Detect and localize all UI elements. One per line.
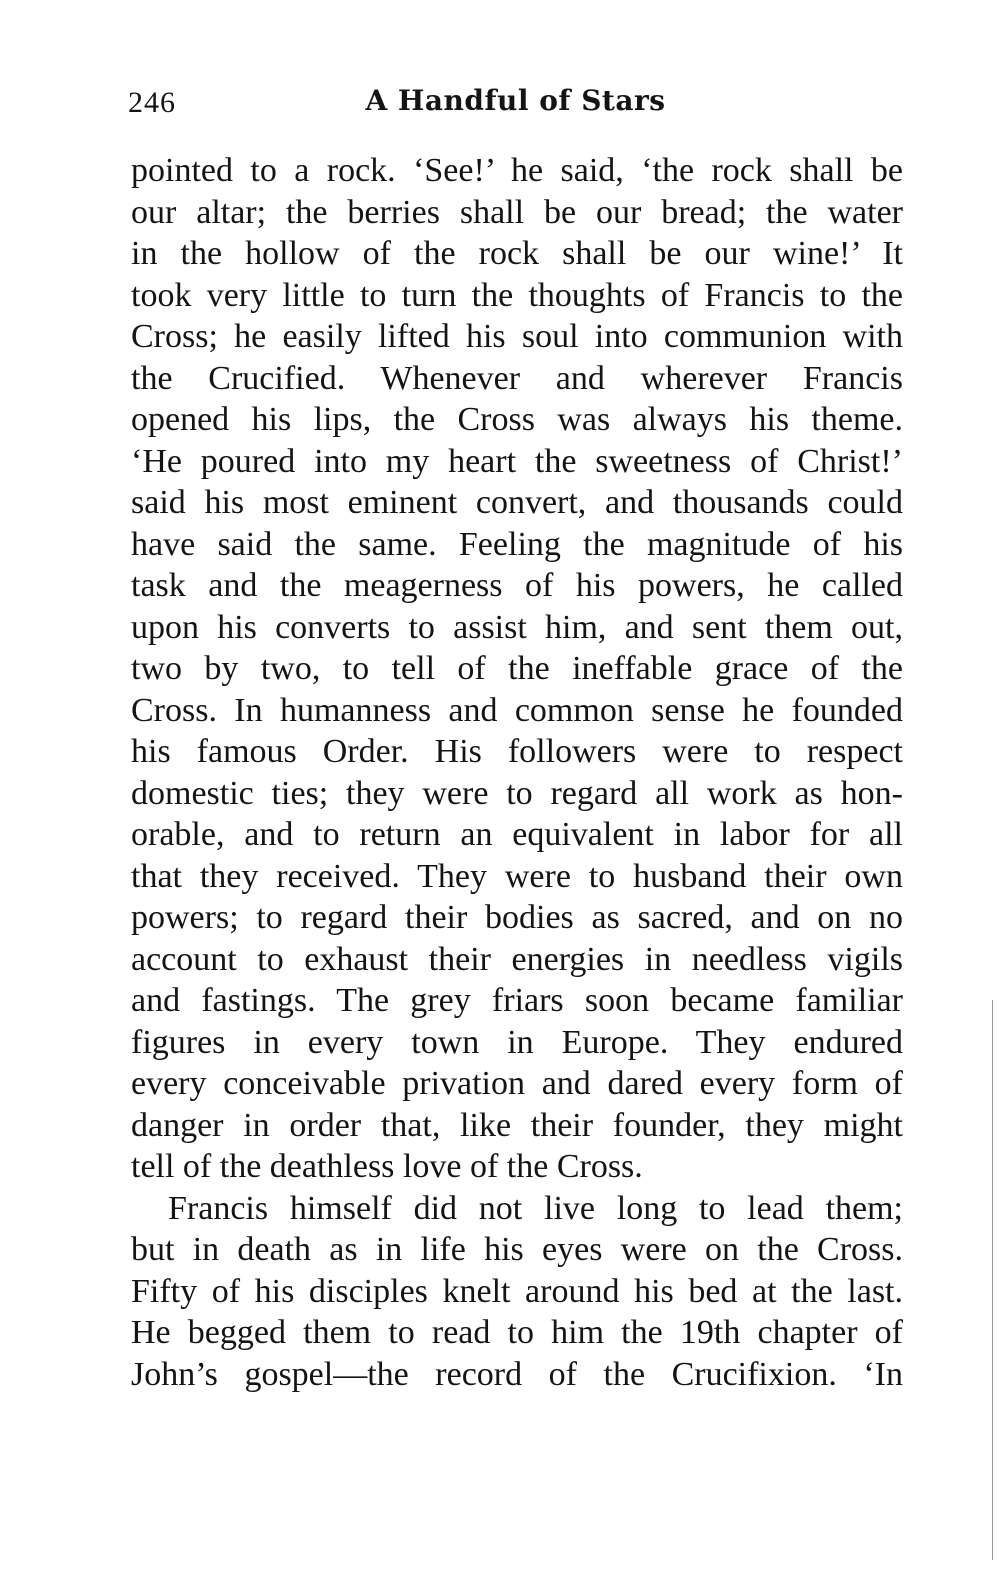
text-line: that they received. They were to husband their own bbox=[131, 857, 903, 895]
text-line: task and the meagerness of his powers, he called bbox=[131, 567, 903, 604]
text-line: He begged them to read to him the 19th chapter of bbox=[131, 1314, 903, 1351]
paragraph-start-line: Francis himself did not live long to lead them; bbox=[168, 1189, 903, 1227]
body-text bbox=[131, 150, 903, 1395]
text-line: opened his lips, the Cross was always his theme. bbox=[131, 401, 903, 438]
scan-edge-marks bbox=[970, 0, 1000, 1578]
text-line: said his most eminent convert, and thousands could bbox=[131, 484, 903, 521]
text-line: our altar; the berries shall be our bread; the water bbox=[131, 193, 903, 231]
text-line: John’s gospel—the record of the Crucifixion. ‘In bbox=[131, 1355, 903, 1393]
paragraph-end-line: tell of the deathless love of the Cross. bbox=[131, 1148, 643, 1185]
running-header bbox=[128, 80, 903, 128]
text-line: the Crucified. Whenever and wherever Francis bbox=[131, 359, 903, 397]
text-line: his famous Order. His followers were to respect bbox=[131, 733, 903, 770]
text-line: domestic ties; they were to regard all work as hon- bbox=[131, 774, 903, 812]
text-line: and fastings. The grey friars soon became familiar bbox=[131, 982, 903, 1019]
text-line: but in death as in life his eyes were on the Cross. bbox=[131, 1231, 903, 1268]
text-line: pointed to a rock. ‘See!’ he said, ‘the rock shall be bbox=[131, 152, 903, 189]
text-line: Cross; he easily lifted his soul into communion with bbox=[131, 318, 903, 355]
page-number: 246 bbox=[128, 86, 176, 119]
text-line: two by two, to tell of the ineffable grace of the bbox=[131, 650, 903, 687]
text-line: Cross. In humanness and common sense he founded bbox=[131, 691, 903, 729]
text-line: figures in every town in Europe. They endured bbox=[131, 1023, 903, 1061]
text-line: upon his converts to assist him, and sent them out, bbox=[131, 608, 903, 646]
text-line: every conceivable privation and dared every form of bbox=[131, 1065, 903, 1102]
text-line: in the hollow of the rock shall be our wine!’ It bbox=[131, 235, 903, 272]
text-line: took very little to turn the thoughts of Francis to the bbox=[131, 276, 903, 314]
text-line: danger in order that, like their founder, they might bbox=[131, 1106, 903, 1144]
page-edge-line bbox=[992, 1000, 993, 1560]
text-line: account to exhaust their energies in needless vigils bbox=[131, 940, 903, 978]
text-line: powers; to regard their bodies as sacred, and on no bbox=[131, 899, 903, 936]
running-title: A Handful of Stars bbox=[365, 84, 666, 117]
text-line: ‘He poured into my heart the sweetness of Christ!’ bbox=[131, 442, 903, 480]
text-line: Fifty of his disciples knelt around his bed at the last. bbox=[131, 1272, 903, 1310]
text-line: orable, and to return an equivalent in labor for all bbox=[131, 816, 903, 853]
text-line: have said the same. Feeling the magnitude of his bbox=[131, 525, 903, 563]
